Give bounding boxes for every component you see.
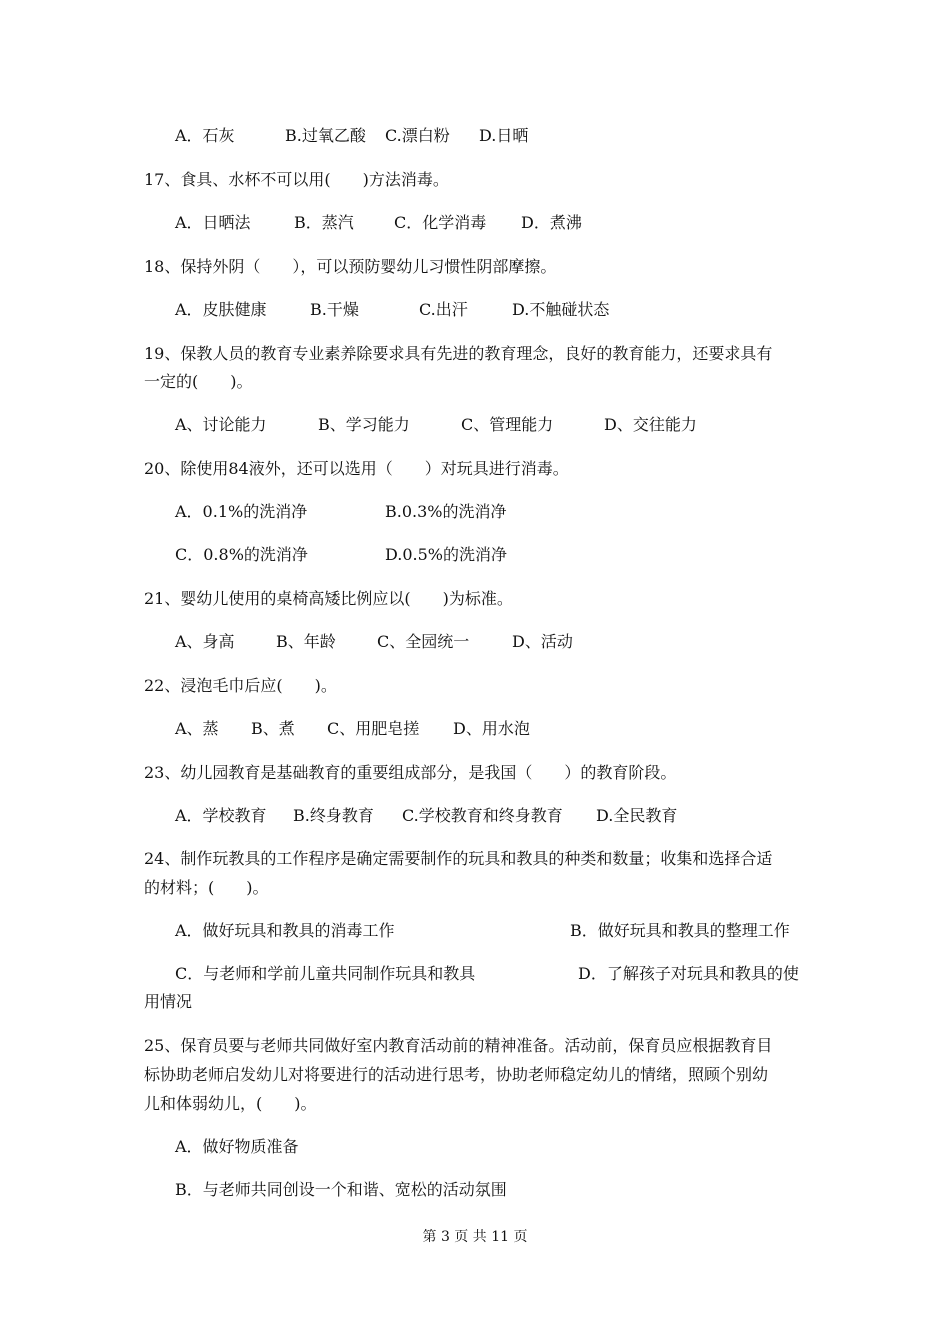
q22-option-b: B、煮 <box>251 719 295 738</box>
q24-stem-line2: 的材料；( )。 <box>144 878 269 897</box>
q17-option-c: C．化学消毒 <box>394 213 487 232</box>
q16-option-a: A．石灰 <box>175 126 235 145</box>
q24-option-c: C．与老师和学前儿童共同制作玩具和教具 <box>175 964 476 983</box>
q18-option-d: D.不触碰状态 <box>512 300 610 319</box>
q19-stem-line2: 一定的( )。 <box>144 372 253 391</box>
q18-option-a: A．皮肤健康 <box>175 300 267 319</box>
q23-option-c: C.学校教育和终身教育 <box>402 806 563 825</box>
q22-option-d: D、用水泡 <box>453 719 530 738</box>
q21-option-b: B、年龄 <box>276 632 336 651</box>
q24-option-d-continuation: 用情况 <box>144 992 193 1011</box>
q24-option-a: A．做好玩具和教具的消毒工作 <box>175 921 395 940</box>
q23-stem: 23、幼儿园教育是基础教育的重要组成部分，是我国（ ）的教育阶段。 <box>144 763 677 782</box>
q25-stem-line1: 25、保育员要与老师共同做好室内教育活动前的精神准备。活动前，保育员应根据教育目 <box>144 1036 773 1055</box>
q21-option-c: C、全园统一 <box>377 632 470 651</box>
q21-option-d: D、活动 <box>512 632 573 651</box>
q20-option-a: A．0.1%的洗消净 <box>175 502 308 521</box>
q19-option-c: C、管理能力 <box>461 415 554 434</box>
q20-option-b: B.0.3%的洗消净 <box>385 502 507 521</box>
q17-option-b: B．蒸汽 <box>294 213 354 232</box>
q18-option-b: B.干燥 <box>310 300 359 319</box>
q24-option-d: D．了解孩子对玩具和教具的使 <box>578 964 799 983</box>
q18-stem: 18、保持外阴（ ），可以预防婴幼儿习惯性阴部摩擦。 <box>144 257 557 276</box>
q20-option-c: C．0.8%的洗消净 <box>175 545 308 564</box>
q19-option-b: B、学习能力 <box>318 415 410 434</box>
q17-option-d: D．煮沸 <box>521 213 582 232</box>
q16-option-d: D.日晒 <box>479 126 529 145</box>
q25-stem-line3: 儿和体弱幼儿，( )。 <box>144 1094 317 1113</box>
q22-option-a: A、蒸 <box>175 719 219 738</box>
q17-option-a: A．日晒法 <box>175 213 251 232</box>
q16-option-b: B.过氧乙酸 <box>285 126 366 145</box>
q16-option-c: C.漂白粉 <box>385 126 450 145</box>
q19-option-d: D、交往能力 <box>604 415 697 434</box>
q20-stem: 20、除使用84液外，还可以选用（ ）对玩具进行消毒。 <box>144 459 569 478</box>
q21-stem: 21、婴幼儿使用的桌椅高矮比例应以( )为标准。 <box>144 589 513 608</box>
q17-stem: 17、食具、水杯不可以用( )方法消毒。 <box>144 170 449 189</box>
q19-stem-line1: 19、保教人员的教育专业素养除要求具有先进的教育理念，良好的教育能力，还要求具有 <box>144 344 773 363</box>
q20-option-d: D.0.5%的洗消净 <box>385 545 507 564</box>
q25-option-a: A．做好物质准备 <box>175 1137 299 1156</box>
q22-stem: 22、浸泡毛巾后应( )。 <box>144 676 337 695</box>
q24-option-b: B．做好玩具和教具的整理工作 <box>570 921 790 940</box>
q21-option-a: A、身高 <box>175 632 235 651</box>
q18-option-c: C.出汗 <box>419 300 468 319</box>
q25-option-b: B．与老师共同创设一个和谐、宽松的活动氛围 <box>175 1180 507 1199</box>
q23-option-d: D.全民教育 <box>596 806 678 825</box>
q25-stem-line2: 标协助老师启发幼儿对将要进行的活动进行思考，协助老师稳定幼儿的情绪，照顾个别幼 <box>144 1065 769 1084</box>
q24-stem-line1: 24、制作玩教具的工作程序是确定需要制作的玩具和教具的种类和数量；收集和选择合适 <box>144 849 773 868</box>
q22-option-c: C、用肥皂搓 <box>327 719 420 738</box>
q23-option-b: B.终身教育 <box>293 806 374 825</box>
q19-option-a: A、讨论能力 <box>175 415 267 434</box>
page-number-footer: 第 3 页 共 11 页 <box>422 1229 528 1245</box>
q23-option-a: A．学校教育 <box>175 806 267 825</box>
